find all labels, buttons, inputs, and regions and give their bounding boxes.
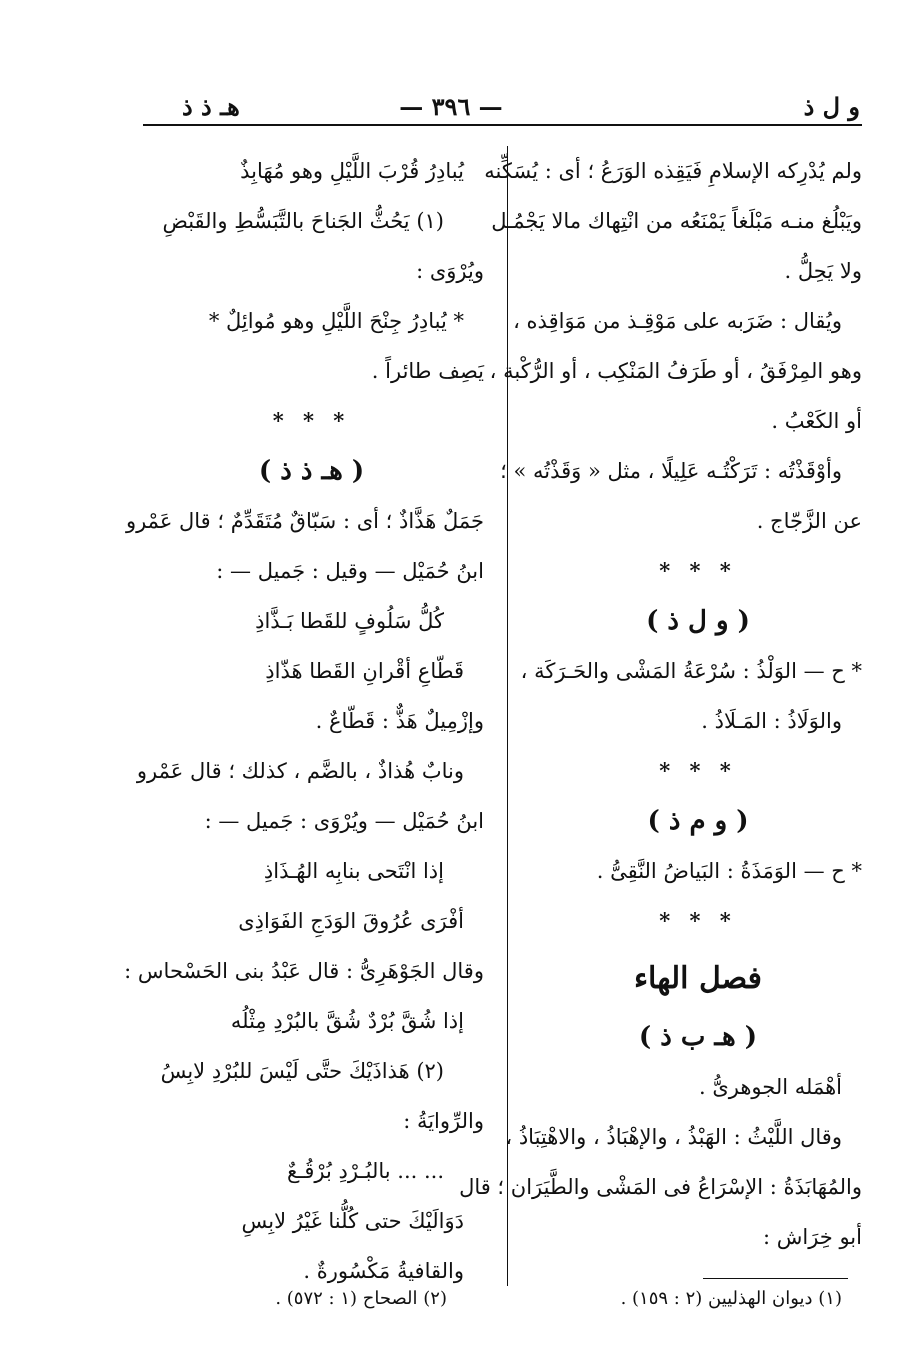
text-line: ويُقال : ضَرَبه على مَوْقِـذ من مَوَاقِذه ، — [513, 309, 842, 333]
text-line: يَصِف طائراً . — [371, 359, 484, 383]
text-line: ابنُ حُمَيْل — وقيل : جَميل — : — [216, 559, 484, 583]
text-line: وأوْقَذْتُه : تَرَكْتُـه عَلِيلًا ، مثل « وَقَذْتُه » ؛ — [500, 459, 842, 483]
text-line: (١) يَحُثُّ الجَناحَ بالتَّبَسُّطِ والقَبْضِ — [162, 209, 444, 233]
text-line: ... ... بالبُـرْدِ بُرْقُـعٌ — [287, 1159, 444, 1183]
text-line: ابنُ حُمَيْل — ويُرْوَى : جَميل — : — [204, 809, 484, 833]
text-line: ولا يَحِلُّ . — [784, 259, 862, 283]
text-line: كُلُّ سَلُوفٍ للقَطا بَـذَّاذِ — [255, 609, 444, 633]
text-line: ( هـ ذ ذ ) — [258, 456, 365, 486]
right-column — [459, 146, 862, 1262]
text-line: وقال الجَوْهَرِىُّ : قال عَبْدُ بنى الحَسْحاس : — [124, 959, 484, 983]
text-line: والمُهَابَذَةُ : الإسْرَاعُ فى المَشْى والطَّيَرَان ؛ قال — [459, 1175, 862, 1199]
text-line: (٢) هَذاذَيْكَ حتَّى لَيْسَ للبُرْدِ لابِسُ — [160, 1059, 444, 1083]
text-line: ( و ل ذ ) — [646, 606, 750, 636]
header-root-left: هـ ذ ذ — [182, 92, 240, 121]
text-line: * * * — [659, 908, 737, 933]
text-line: فصل الهاء — [633, 961, 763, 996]
text-line: قَطّاعِ أقْرانِ القَطا هَذّاذِ — [265, 659, 464, 683]
text-line: ونابٌ هُذاذٌ ، بالضَّم ، كذلك ؛ قال عَمْرو — [136, 759, 464, 783]
header-root-right: و ل ذ — [803, 92, 860, 121]
text-line: * * * — [272, 408, 351, 433]
text-line: عن الزَّجّاج . — [756, 509, 862, 533]
text-line: أهْمَله الجوهرىُّ . — [698, 1075, 842, 1099]
text-line: يُبادِرُ قُرْبَ اللَّيْلِ وهو مُهَابِذٌ — [240, 159, 464, 183]
text-line: ( و م ذ ) — [647, 806, 749, 836]
text-line: إذا انْتَحى بنابِه الهُـذَاذِ — [263, 859, 444, 883]
text-line: وقال اللَّيْثُ : الهَبْذُ ، والإهْبَاذُ ، والاهْتِبَاذُ ، — [505, 1125, 842, 1149]
column-divider — [507, 146, 508, 1286]
text-line: ( هـ ب ذ ) — [638, 1022, 758, 1052]
left-column — [124, 146, 484, 1296]
page-number: — ٣٩٦ — — [399, 92, 503, 121]
text-line: ويُرْوَى : — [416, 259, 484, 283]
text-line: أفْرَى عُرُوقَ الوَدَجِ الفَوَاذِى — [238, 909, 464, 933]
text-line: * يُبادِرُ جِنْحَ اللَّيْلِ وهو مُوائِلٌ * — [208, 309, 464, 333]
text-line: ولم يُدْرِكه الإسلامِ فَيَقِذه الوَرَعُ ؛ أى : يُسَكِّنه — [484, 159, 862, 183]
text-line: أو الكَعْبُ . — [771, 409, 862, 433]
text-line: * ح — الوَمَذَةُ : البَياضُ النَّقِىُّ . — [596, 859, 862, 883]
footnote-rule — [703, 1278, 848, 1279]
text-line: دَوَالَيْكَ حتى كُلُّنا غَيْرُ لابِسِ — [241, 1209, 464, 1233]
text-line: أبو خِرَاش : — [763, 1225, 862, 1249]
text-line: وهو المِرْفَقُ ، أو طَرَفُ المَنْكِب ، أو الرُّكْبة ، — [489, 359, 862, 383]
text-line: وإزْمِيلٌ هَذٌّ : قَطّاعٌ . — [315, 709, 484, 733]
text-line: * ح — الوَلْذُ : سُرْعَةُ المَشْى والحَـرَكَة ، — [520, 659, 862, 683]
text-line: إذا شُقَّ بُرْدٌ شُقَّ بالبُرْدِ مِثْلُه — [230, 1009, 464, 1033]
text-line: * * * — [659, 558, 737, 583]
text-line: والوَلَاذُ : المَـلَاذُ . — [701, 709, 842, 733]
text-line: والرِّوايَةُ : — [403, 1109, 484, 1133]
text-line: ويَبْلُغ منـه مَبْلَغاً يَمْنَعُه من انْتِهاك مالا يَجْمُـل — [491, 209, 862, 233]
header-rule — [143, 124, 862, 126]
text-line: جَمَلٌ هَذَّاذٌ ؛ أى : سَبّاقٌ مُتَقَدِّمٌ ؛ قال عَمْرو — [125, 509, 484, 533]
footnote-left: (٢) الصحاح (١ : ٥٧٢) . — [275, 1288, 447, 1309]
text-line: * * * — [659, 758, 737, 783]
footnote-right: (١) ديوان الهذليين (٢ : ١٥٩) . — [620, 1288, 842, 1309]
text-line: والقافيةُ مَكْسُورةٌ . — [303, 1259, 464, 1283]
